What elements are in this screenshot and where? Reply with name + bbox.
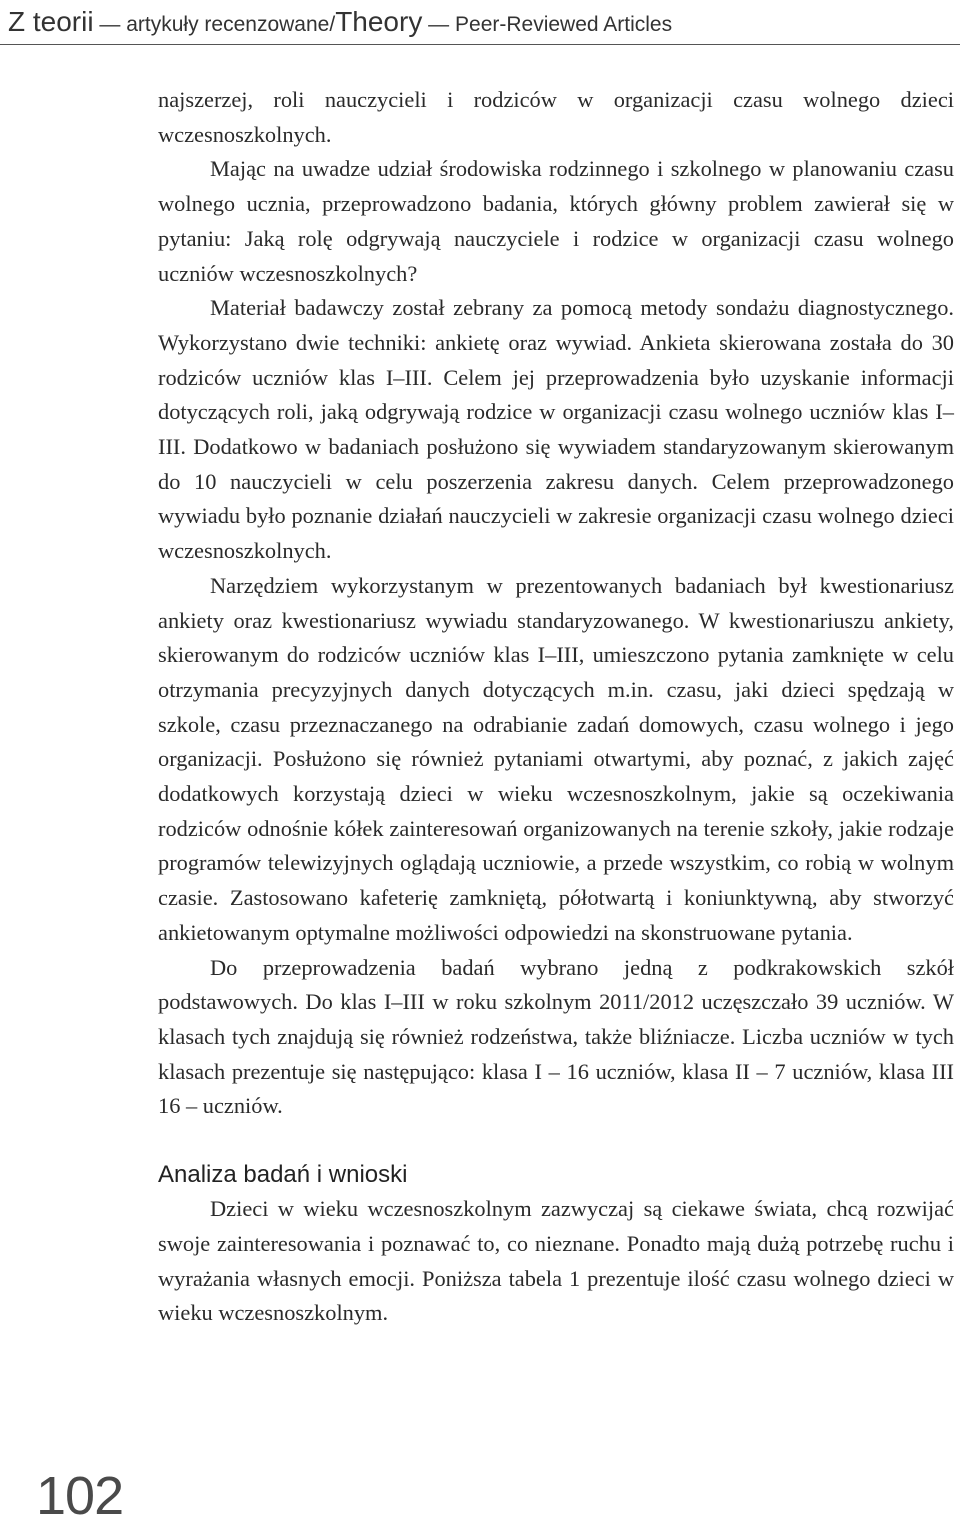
header-subtitle-pl: artykuły recenzowane/: [126, 13, 336, 36]
paragraph-continuation: najszerzej, roli nauczycieli i rodziców w organizacji czasu wolnego dzieci wczesnoszkolnych.: [158, 87, 954, 147]
paragraph-research-problem: Mając na uwadze udział środowiska rodzinnego i szkolnego w planowaniu czasu wolnego ucznia, przeprowadzono badania, których główny problem zawierał się w pytaniu: Jaką rolę odgrywają nauczyciele i rodzice w organizacji czasu wolnego uczniów wczesnoszkolnych?: [158, 156, 954, 286]
header-divider: [0, 44, 960, 45]
section-heading: Analiza badań i wnioski: [158, 1161, 408, 1189]
header-dash-1: —: [93, 13, 127, 36]
paragraph-analysis: Dzieci w wieku wczesnoszkolnym zazwyczaj są ciekawe świata, chcą rozwijać swoje zainteresowania i poznawać to, co nieznane. Ponadto mają dużą potrzebę ruchu i wyrażania własnych emocji. Poniższa tabela 1 prezentuje ilość czasu wolnego dzieci w wieku wczesnoszkolnym.: [158, 1196, 954, 1326]
paragraph-research-method: Materiał badawczy został zebrany za pomocą metody sondażu diagnostycznego. Wykorzystano dwie techniki: ankietę oraz wywiad. Ankieta skierowana została do 30 rodziców uczniów klas I–III. Celem jej przeprowadzenia było uzyskanie informacji dotyczących roli, jaką odgrywają rodzice w organizacji czasu wolnego uczniów klas I–III. Dodatkowo w badaniach posłużono się wywiadem standaryzowanym skierowanym do 10 nauczycieli w celu poszerzenia zakresu danych. Celem przeprowadzonego wywiadu było poznanie działań nauczycieli w zakresie organizacji czasu wolnego dzieci wczesnoszkolnych.: [158, 295, 954, 564]
header-section-pl: Z teorii: [8, 6, 94, 37]
paragraph-research-tools: Narzędziem wykorzystanym w prezentowanych badaniach był kwestionariusz ankiety oraz kwestionariusz wywiadu standaryzowanego. W kwestionariuszu ankiety, skierowanym do rodziców uczniów klas I–III, umieszczono pytania zamknięte w celu otrzymania precyzyjnych danych dotyczących m.in. czasu, jaki dzieci spędzają w szkole, czasu przeznaczanego na odrabianie zadań domowych, czasu wolnego i jego organizacji. Posłużono się również pytaniami otwartymi, aby poznać, z jakich zajęć dodatkowych korzystają dzieci w wieku wczesnoszkolnym, jakie są oczekiwania rodziców odnośnie kółek zainteresowań organizowanych na terenie szkoły, jakie rodzaje programów telewizyjnych oglądają uczniowie, a przede wszystkim, co robią w wolnym czasie. Zastosowano kafeterię zamkniętą, półotwartą i koniunktywną, aby stworzyć ankietowanym optymalne możliwości odpowiedzi na skonstruowane pytania.: [158, 572, 954, 945]
paragraph-research-sample: Do przeprowadzenia badań wybrano jedną z podkrakowskich szkół podstawowych. Do klas I–III w roku szkolnym 2011/2012 uczęszczało 39 uczniów. W klasach tych znajdują się również rodzeństwa, także bliźniacze. Liczba uczniów w tych klasach prezentuje się następująco: klasa I – 16 uczniów, klasa II – 7 uczniów, klasa III 16 – uczniów.: [158, 954, 954, 1119]
page-number: 102: [36, 1466, 124, 1526]
header-dash-2: —: [422, 13, 456, 36]
running-header: [8, 2, 952, 42]
article-body: [158, 83, 954, 1331]
header-section-en: Theory: [335, 6, 423, 37]
header-subtitle-en: Peer-Reviewed Articles: [455, 13, 673, 36]
